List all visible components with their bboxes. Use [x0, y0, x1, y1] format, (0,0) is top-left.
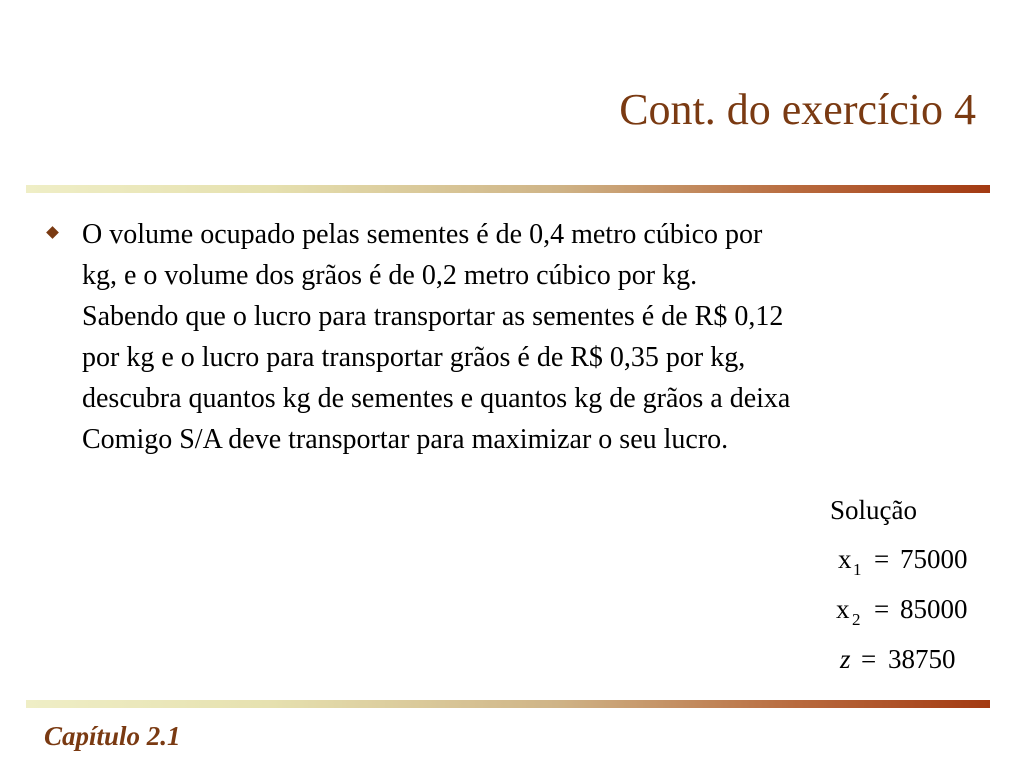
equation-variable: z	[840, 644, 851, 674]
footer-divider	[26, 700, 990, 708]
footer-chapter: Capítulo 2.1	[44, 721, 181, 751]
diamond-bullet-icon	[46, 226, 59, 239]
equation-variable: x	[836, 594, 850, 624]
equation-subscript: 1	[853, 560, 862, 579]
equation-operator: =	[861, 644, 877, 674]
equation-operator: =	[874, 544, 890, 574]
solution-block	[830, 494, 1000, 688]
equation-operator: =	[874, 594, 890, 624]
equation-subscript: 2	[852, 610, 861, 629]
title-divider	[26, 185, 990, 193]
equation-value: 38750	[888, 644, 956, 674]
solution-label: Solução	[830, 495, 917, 525]
equation-x2	[830, 588, 1000, 638]
equation-value: 75000	[900, 544, 968, 574]
bullet-item	[48, 214, 798, 460]
equation-variable: x	[838, 544, 852, 574]
equation-value: 85000	[900, 594, 968, 624]
bullet-text: O volume ocupado pelas sementes é de 0,4 metro cúbico por kg, e o volume dos grãos é de 0,2 metro cúbico por kg. Sabendo que o lucro para transportar as sementes é de R$ 0,12 por kg e o lucro para transportar grãos é de R$ 0,35 por kg, descubra quantos kg de sementes e quantos kg de grãos a deixa Comigo S/A deve transportar para maximizar o seu lucro.	[82, 219, 791, 455]
equation-x1	[830, 538, 1000, 588]
slide-title: Cont. do exercício 4	[619, 85, 976, 134]
equation-z	[830, 638, 1000, 688]
